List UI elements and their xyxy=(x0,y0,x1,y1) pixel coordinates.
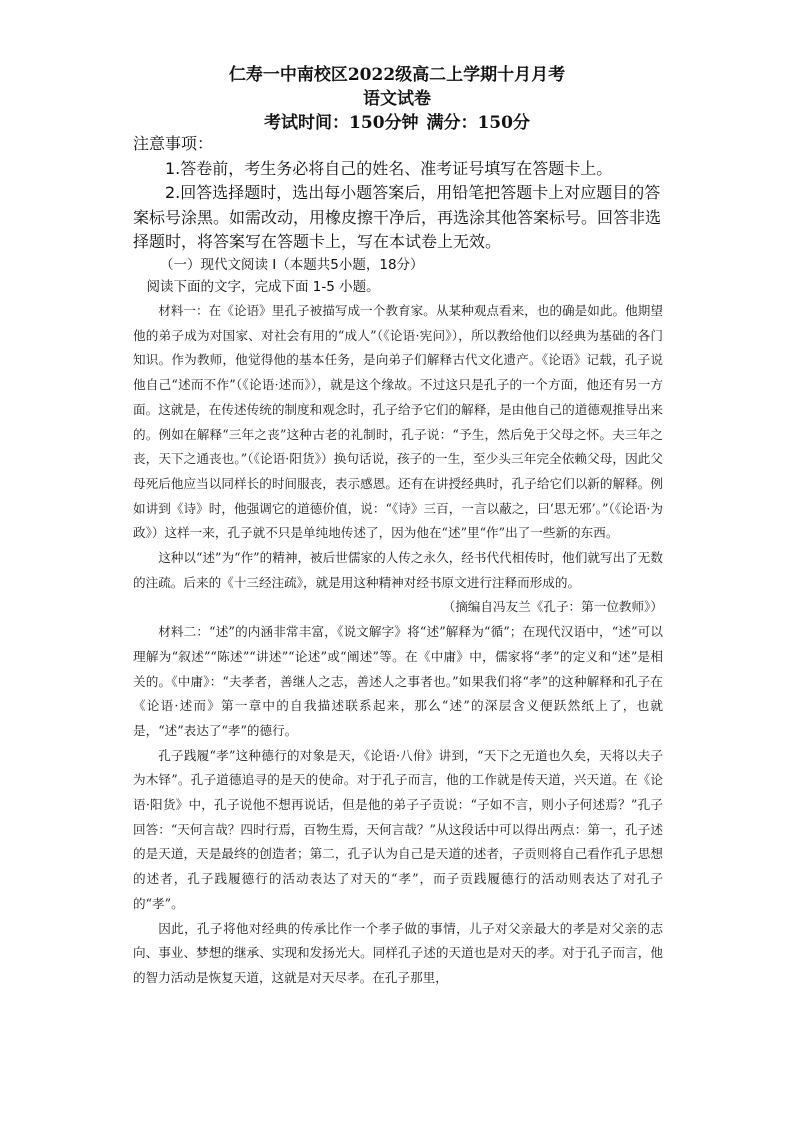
notice-block xyxy=(133,132,673,255)
exam-info: 考试时间：150分钟 满分：150分 xyxy=(264,113,530,133)
section-instruction: 阅读下面的文字，完成下面 1-5 小题。 xyxy=(146,279,380,295)
notice-item-1: 1.答卷前，考生务必将自己的姓名、准考证号填写在答题卡上。 xyxy=(165,158,613,178)
section-block xyxy=(133,254,673,298)
material-2-paragraph-2: 孔子践履“孝”这种德行的对象是天，《论语·八佾》讲到，“天下之无道也久矣，天将以夫子为木铎”。孔子道德追寻的是天的使命。对于孔子而言，他的工作就是传天道，兴天道。在《论语·阳货》中，孔子说他不想再说话，但是他的弟子子贡说：“子如不言，则小子何述焉？”孔子回答：“天何言哉？四时行焉，百物生焉，天何言哉？”从这段话中可以得出两点：第一，孔子述的是天道，天是最终的创造者；第二，孔子认为自己是天道的述者，子贡则将自己看作孔子思想的述者，孔子践履德行的活动表达了对天的“孝”，而子贡践履德行的活动则表达了对孔子的“孝”。 xyxy=(133,747,663,911)
material-1-paragraph-1: 材料一：在《论语》里孔子被描写成一个教育家。从某种观点看来，也的确是如此。他期望他的弟子成为对国家、对社会有用的“成人”（《论语·宪问》），所以教给他们以经典为基础的各门知识。作为教师，他觉得他的基本任务，是向弟子们解释古代文化遗产。《论语》记载，孔子说他自己“述而不作”（《论语·述而》），就是这个缘故。不过这只是孔子的一个方面，他还有另一方面。这就是，在传述传统的制度和观念时，孔子给予它们的解释，是由他自己的道德观推导出来的。例如在解释“三年之丧”这种古老的礼制时，孔子说：“予生，然后免于父母之怀。夫三年之丧，天下之通丧也。”（《论语·阳货》）换句话说，孩子的一生，至少头三年完全依赖父母，因此父母死后他应当以同样长的时间服丧，表示感恩。还有在讲授经典时，孔子给它们以新的解释。例如讲到《诗》时，他强调它的道德价值，说：“《诗》三百，一言以蔽之，曰‘思无邪’。”（《论语·为政》）这样一来，孔子就不只是单纯地传述了，因为他在“述”里“作”出了一些新的东西。 xyxy=(133,303,663,541)
material-1-source: （摘编自冯友兰《孔子：第一位教师》） xyxy=(442,599,663,615)
exam-title: 仁寿一中南校区2022级高二上学期十月月考 xyxy=(228,65,566,85)
notice-item-2: 2.回答选择题时，选出每小题答案后，用铅笔把答题卡上对应题目的答案标号涂黑。如需改动，用橡皮擦干净后，再选涂其他答案标号。回答非选择题时，将答案写在答题卡上，写在本试卷上无效。 xyxy=(133,183,662,251)
notice-heading: 注意事项： xyxy=(133,134,214,153)
material-2-paragraph-1: 材料二：“述”的内涵非常丰富，《说文解字》将“述”解释为“循”；在现代汉语中，“述”可以理解为“叙述”“陈述”“讲述”“论述”或“阐述”等。在《中庸》中，儒家将“孝”的定义和“述”是相关的。《中庸》：“夫孝者，善继人之志，善述人之事者也。”如果我们将“孝”的这种解释和孔子在《论语·述而》第一章中的自我描述联系起来，那么“述”的深层含义便跃然纸上了，也就是，“述”表达了“孝”的德行。 xyxy=(133,624,663,738)
section-title: （一）现代文阅读 I（本题共5小题，18分） xyxy=(160,257,424,273)
material-1-paragraph-2: 这种以“述”为“作”的精神，被后世儒家的人传之永久，经书代代相传时，他们就写出了无数的注疏。后来的《十三经注疏》，就是用这种精神对经书原文进行注释而形成的。 xyxy=(133,550,663,590)
material-2-paragraph-3: 因此，孔子将他对经典的传承比作一个孝子做的事情，儿子对父亲最大的孝是对父亲的志向、事业、梦想的继承、实现和发扬光大。同样孔子述的天道也是对天的孝。对于孔子而言，他的智力活动是恢复天道，这就是对天尽孝。在孔子那里， xyxy=(133,920,663,985)
exam-subject: 语文试卷 xyxy=(363,89,431,109)
material-1 xyxy=(133,299,663,991)
